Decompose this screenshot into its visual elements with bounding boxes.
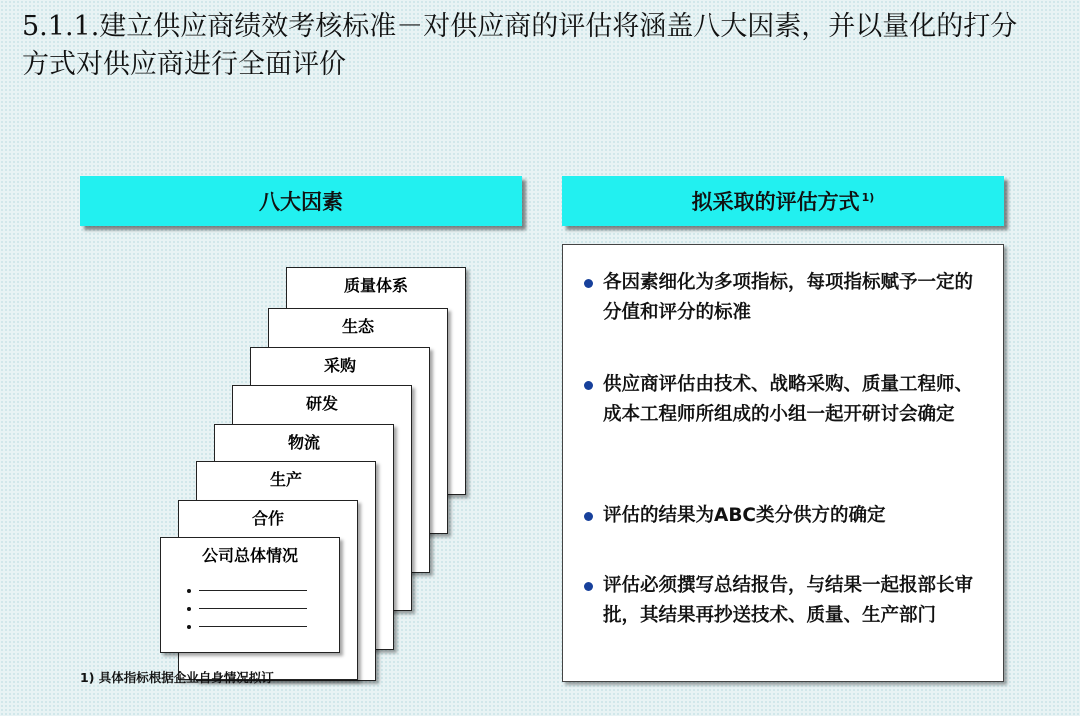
factor-card-company-overview: [160, 537, 340, 653]
factor-label: 合作: [251, 509, 284, 528]
bullet-dot-icon: [187, 607, 191, 611]
bullet-dot-icon: [187, 625, 191, 629]
evaluation-point-text: 各因素细化为多项指标，每项指标赋予一定的分值和评分的标准: [603, 272, 974, 323]
page-title: 5.1.1.建立供应商绩效考核标准－对供应商的评估将涵盖八大因素，并以量化的打分方式对供应商进行全面评价: [22, 11, 1018, 80]
factor-label: 物流: [287, 433, 320, 452]
bullet-icon: [584, 582, 593, 591]
evaluation-point: [603, 571, 983, 631]
evaluation-point: [603, 268, 983, 328]
placeholder-line: [199, 608, 307, 609]
factor-label: 生产: [269, 470, 302, 489]
factors-header-label: 八大因素: [259, 190, 343, 214]
evaluation-point-text: 供应商评估由技术、战略采购、质量工程师、成本工程师所组成的小组一起开研讨会确定: [603, 374, 974, 425]
factor-label: 公司总体情况: [201, 546, 298, 565]
factor-label: 采购: [323, 356, 356, 375]
bullet-icon: [584, 279, 593, 288]
bullet-icon: [584, 512, 593, 521]
evaluation-header-label: 拟采取的评估方式: [691, 190, 860, 214]
factors-header: [80, 176, 522, 226]
evaluation-point-text: 评估的结果为ABC类分供方的确定: [603, 505, 886, 526]
evaluation-header-note: 1): [861, 190, 875, 204]
footnote: 1) 具体指标根据企业自身情况拟订: [80, 670, 274, 685]
placeholder-line: [199, 626, 307, 627]
evaluation-point: [603, 501, 983, 531]
factor-label: 质量体系: [343, 276, 408, 295]
placeholder-line: [199, 590, 307, 591]
evaluation-box: [562, 244, 1004, 682]
bullet-dot-icon: [187, 589, 191, 593]
factor-label: 生态: [341, 317, 374, 336]
evaluation-point-text: 评估必须撰写总结报告，与结果一起报部长审批，其结果再抄送技术、质量、生产部门: [603, 575, 974, 626]
factor-label: 研发: [305, 394, 338, 413]
evaluation-header: [562, 176, 1004, 226]
evaluation-point: [603, 370, 983, 430]
bullet-icon: [584, 381, 593, 390]
